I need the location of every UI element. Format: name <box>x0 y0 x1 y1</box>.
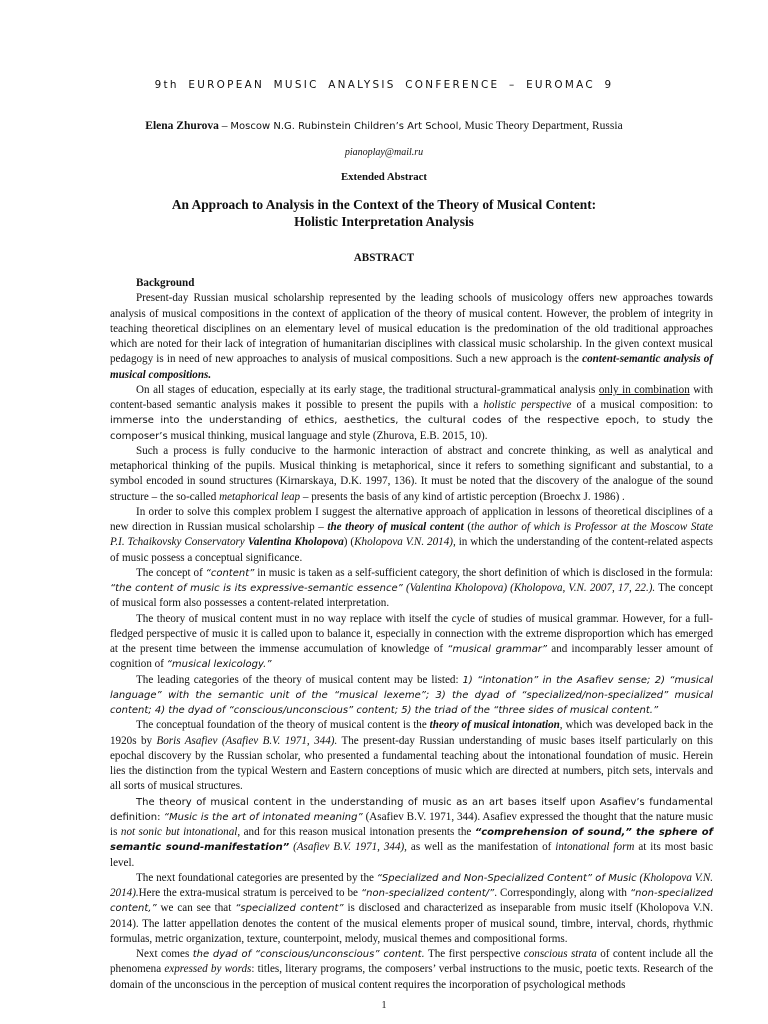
emphasis: holistic perspective <box>483 399 572 411</box>
text-run: ) ( <box>343 536 355 549</box>
paragraph-7 <box>110 673 713 719</box>
text-run: The next foundational categories are presented by the <box>136 871 377 884</box>
quoted-phrase: 1) “intonation” in the Asafiev sense; 2) “musical language” with the semantic unit of the “musical lexeme”; 3) the dyad of “specialized/non-specialized” musical content; 4) the dyad of “conscious/unconscious” content; 5) the triad of the “three sides of musical content.” <box>110 674 713 716</box>
emphasis: metaphorical leap <box>219 490 301 503</box>
emphasis: (Valentina Kholopova) (Kholopova, V.N. 2007, 17, 22.). <box>402 582 656 594</box>
title-line-1: An Approach to Analysis in the Context of the Theory of Musical Content: <box>171 197 597 212</box>
author-email: pianoplay@mail.ru <box>344 147 424 158</box>
quoted-phrase: “specialized content” <box>235 903 344 915</box>
paragraph-9 <box>110 795 713 871</box>
text-run: The concept of <box>136 566 206 579</box>
author-name: Elena Zhurova <box>145 120 219 132</box>
page-number: 1 <box>381 1000 387 1011</box>
quoted-phrase: “comprehension of sound,” the sphere of semantic sound-manifestation” <box>110 827 713 854</box>
emphasis: the author of which is Professor at the Moscow State P.I. Tchaikovsky Conservatory <box>110 521 714 549</box>
text-run: The leading categories of the theory of musical content may be listed: <box>136 673 463 686</box>
text-run: in music is taken as a self-sufficient category, the short definition of which is disclosed in the formula: <box>254 566 713 579</box>
text-run: The first perspective <box>424 948 524 960</box>
quoted-phrase: “non-specialized content,” <box>110 888 713 915</box>
abstract-body <box>110 276 713 993</box>
text-run: at its most basic level. <box>110 841 713 869</box>
text-run: In order to solve this complex problem I suggest the alternative approach of application in lessons of theoretical disciplines of a new direction in Russian musical scholarship – <box>110 505 713 533</box>
paragraph-1 <box>110 291 713 383</box>
text-run: is disclosed and characterized as inseparable from music itself (Kholopova V.N. 2014). The latter appellation denotes the content of the musical elements proper of musical sound, timbre, interval, chords, rhythmic formulas, metric organization, texture, counterpoint, melody, musical themes and compositional forms. <box>110 902 714 945</box>
paragraph-3 <box>110 444 713 505</box>
text-run: Next comes <box>136 948 193 960</box>
abstract-heading: ABSTRACT <box>353 252 415 264</box>
text-run: On all stages of education, especially at its early stage, the traditional structural-grammatical analysis <box>136 383 599 396</box>
underlined-text: only in combination <box>598 383 690 396</box>
text-run: and incomparably lesser amount of cognition of <box>110 643 713 671</box>
text-run: with content-based semantic analysis makes it possible to present the pupils with a <box>110 383 714 411</box>
text-run: Such a process is fully conducive to the harmonic interaction of abstract and concrete thinking, as well as analytical and metaphorical thinking of the pupils. Musical thinking is metaphorical, since it refers to something significant and substantial, to a symbol encoded in sound structures (Kirnarskaya, D.K. 1997, 136). It must be noted that the discovery of the analogue of the sound structure – the so-called <box>110 444 713 503</box>
title-line-2: Holistic Interpretation Analysis <box>294 214 474 229</box>
emphasis: the theory of musical content <box>327 521 464 533</box>
author-separator: – <box>218 120 231 132</box>
paragraph-5 <box>110 566 713 612</box>
paragraph-10 <box>110 871 713 947</box>
emphasis: intonational form <box>555 841 635 854</box>
text-run: The concept of musical form also possesses a content-related interpretation. <box>110 582 713 610</box>
conference-header: 9th EUROPEAN MUSIC ANALYSIS CONFERENCE – EUROMAC 9 <box>154 79 614 91</box>
emphasis: (Asafiev B.V. 1971, 344), <box>289 841 407 854</box>
text-run: , and for this reason musical intonation presents the <box>237 826 475 838</box>
emphasis: not sonic but intonational <box>120 826 238 838</box>
quoted-phrase: “musical grammar” <box>447 644 548 655</box>
text-run: The theory of musical content must in no way replace with itself the cycle of studies of musical grammar. However, for a full-fledged perspective of music it is called upon to balance it, especially in connection with the extreme disproportion which has emerged at the present time between the immense accumulation of knowledge of <box>110 612 713 655</box>
paragraph-8 <box>110 718 713 794</box>
quoted-phrase: “musical lexicology.” <box>166 659 272 671</box>
author-department: Music Theory Department, Russia <box>461 120 623 132</box>
paragraph-4 <box>110 505 713 566</box>
quoted-phrase: “non-specialized content/” <box>360 888 495 899</box>
text-run: ( <box>463 521 472 533</box>
quoted-phrase: “Specialized and Non-Specialized Content” of Music <box>376 872 637 884</box>
text-run: The conceptual foundation of the theory of musical content is the <box>136 719 430 732</box>
text-run: of a musical composition: <box>571 399 703 411</box>
author-school: Moscow N.G. Rubinstein Children’s Art School, <box>230 121 462 132</box>
paragraph-2 <box>110 383 713 444</box>
emphasis: Kholopova V.N. 2014), <box>354 536 456 549</box>
text-run: in which the understanding of the content-related aspects of music possess a conceptual significance. <box>110 536 713 564</box>
doc-type: Extended Abstract <box>340 171 428 183</box>
text-run: The present-day Russian understanding of music bases itself particularly on this epochal discovery by the Russian scholar, who presented a fundamental teaching about the intonational foundation of music. Herein lies the distinction from the typical Western and Eastern conceptions of music which are directed at numbers, pitch sets, intervals and all sorts of musical structures. <box>110 734 713 793</box>
text-run: musical thinking, musical language and style (Zhurova, E.B. 2015, 10). <box>167 429 488 442</box>
paragraph-11 <box>110 947 713 993</box>
text-run: . Correspondingly, along with <box>494 887 630 899</box>
emphasis: expressed by words <box>164 963 252 976</box>
quoted-phrase: The theory of musical content in the understanding of music as an art bases itself upon Asafiev’s fundamental definition: <box>110 796 713 823</box>
text-run: we can see that <box>156 902 236 915</box>
quoted-phrase: the dyad of “conscious/unconscious” content. <box>192 949 425 960</box>
section-heading-background: Background <box>136 277 195 289</box>
text-run: : titles, literary programs, the composers’ verbal instructions to the music, poetic texts. Research of the domain of the unconscious in the perception of musical content requires the incorporation of psychological methods <box>110 963 713 991</box>
emphasis: Valentina Kholopova <box>244 536 344 549</box>
quoted-phrase: “content” <box>205 567 255 579</box>
emphasis: theory of musical intonation <box>429 719 560 732</box>
text-run: as well as the manifestation of <box>406 841 556 854</box>
author-line <box>0 120 768 132</box>
text-run: , which was developed back in the 1920s by <box>110 719 713 747</box>
quoted-phrase: “the content of music is its expressive-semantic essence” <box>110 583 403 594</box>
emphasis: Boris Asafiev (Asafiev B.V. 1971, 344). <box>156 734 338 747</box>
emphasis: conscious strata <box>523 948 597 960</box>
text-run: Here the extra-musical stratum is perceived to be <box>138 887 361 899</box>
text-run: Present-day Russian musical scholarship represented by the leading schools of musicology offers new approaches towards analysis of musical compositions in the context of application of the theory of musical content. However, the problem of integrity in teaching theoretical disciplines on an elementary level of musical education is the predomination of the old traditional approaches which are noted for their lack of integration of humanitarian disciplines with classical music scholarship. In the given context musical pedagogy is in need of new approaches to analysis of musical compositions. Such a new approach is the <box>110 292 713 366</box>
text-run: (Asafiev B.V. 1971, 344). Asafiev expressed the thought that the nature music is <box>110 810 713 838</box>
quoted-phrase: to immerse into the understanding of ethics, aesthetics, the cultural codes of the respective epoch, to study the composer’s <box>110 400 713 442</box>
paragraph-6 <box>110 612 713 673</box>
quoted-phrase: “Music is the art of intonated meaning” <box>160 811 363 823</box>
emphasis: (Kholopova V.N. 2014). <box>110 871 713 899</box>
text-run: of content include all the phenomena <box>110 948 714 976</box>
emphasis: content-semantic analysis of musical compositions. <box>110 353 713 381</box>
text-run: – presents the basis of any kind of artistic perception (Broechx J. 1986) . <box>300 490 625 503</box>
paper-title <box>150 196 618 230</box>
